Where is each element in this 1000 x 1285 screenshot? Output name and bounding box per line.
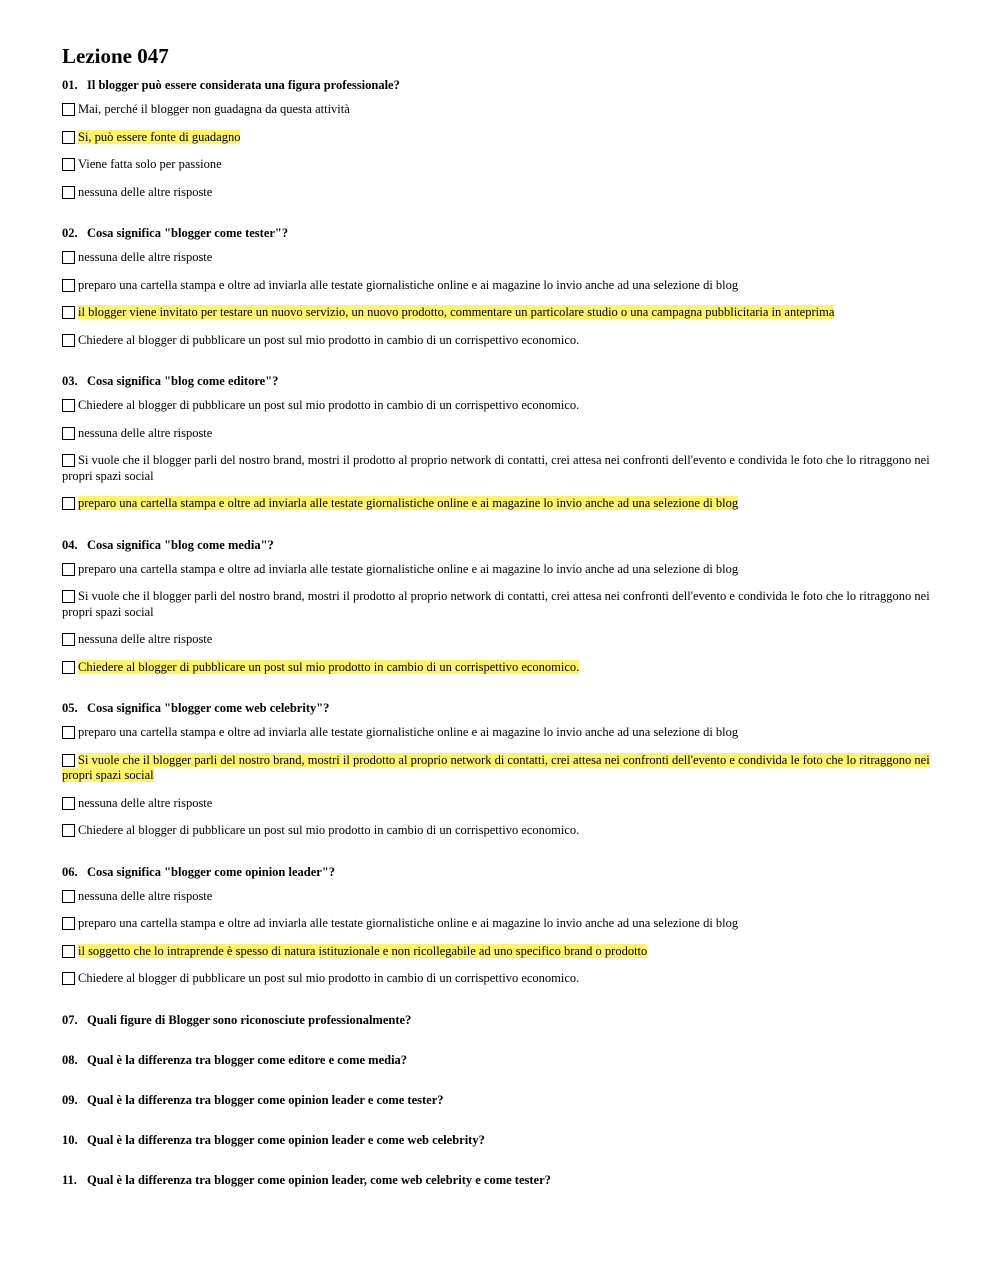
checkbox-icon[interactable] (62, 186, 75, 199)
question-text: Qual è la differenza tra blogger come editore e come media? (87, 1052, 408, 1067)
question-number: 08. (62, 1052, 78, 1067)
answer-option-label: nessuna delle altre risposte (78, 184, 213, 199)
answer-option-label: Viene fatta solo per passione (78, 157, 222, 171)
question-text: Qual è la differenza tra blogger come opinion leader e come web celebrity? (87, 1132, 485, 1147)
answer-option-label: Chiedere al blogger di pubblicare un post sul mio prodotto in cambio di un corrispettivo economico. (78, 332, 580, 347)
question-text: Qual è la differenza tra blogger come opinion leader, come web celebrity e come tester? (87, 1172, 551, 1187)
question-number: 04. (62, 537, 78, 552)
answer-option-label: nessuna delle altre risposte (78, 888, 213, 903)
answer-option-label: nessuna delle altre risposte (78, 632, 213, 646)
answer-option[interactable] (62, 185, 934, 201)
question-text: Cosa significa "blogger come tester"? (87, 226, 289, 240)
question-block (62, 225, 934, 373)
question-block (62, 700, 934, 864)
checkbox-icon[interactable] (62, 427, 75, 440)
question-text: Quali figure di Blogger sono riconosciute professionalmente? (87, 1012, 412, 1027)
answer-option-label: Chiedere al blogger di pubblicare un post sul mio prodotto in cambio di un corrispettivo economico. (78, 823, 580, 837)
question-text: Cosa significa "blog come editore"? (87, 374, 279, 388)
checkbox-icon[interactable] (62, 890, 75, 903)
open-question (62, 1012, 934, 1028)
checkbox-icon[interactable] (62, 454, 75, 467)
checkbox-icon[interactable] (62, 726, 75, 739)
question-number: 11. (62, 1172, 77, 1187)
answer-option-label: il blogger viene invitato per testare un nuovo servizio, un nuovo prodotto, commentare un particolare studio o una campagna pubblicitaria in anteprima (78, 305, 835, 319)
question-title (62, 537, 934, 553)
answer-option-label: Si vuole che il blogger parli del nostro brand, mostri il prodotto al proprio network di contatti, crei attesa nei confronti dell'evento e condivida le foto che lo ritraggono nei propri spazi social (62, 453, 930, 483)
question-title (62, 700, 934, 716)
quiz-questions (62, 77, 934, 1012)
answer-option-label: Chiedere al blogger di pubblicare un post sul mio prodotto in cambio di un corrispettivo economico. (78, 971, 580, 985)
answer-option[interactable] (62, 250, 934, 266)
page-title: Lezione 047 (62, 44, 169, 68)
answer-option-label: Chiedere al blogger di pubblicare un post sul mio prodotto in cambio di un corrispettivo economico. (78, 659, 580, 674)
answer-option[interactable] (62, 796, 934, 812)
answer-option-label: Si vuole che il blogger parli del nostro brand, mostri il prodotto al proprio network di contatti, crei attesa nei confronti dell'evento e condivida le foto che lo ritraggono nei propri spazi social (62, 752, 930, 782)
checkbox-icon[interactable] (62, 563, 75, 576)
question-number: 10. (62, 1132, 78, 1147)
answer-option[interactable] (62, 916, 934, 932)
answer-option-label: Mai, perché il blogger non guadagna da questa attività (78, 102, 350, 116)
question-title (62, 373, 934, 389)
checkbox-icon[interactable] (62, 158, 75, 171)
answer-option[interactable] (62, 102, 934, 118)
open-questions (62, 1012, 934, 1188)
question-text: Cosa significa "blogger come web celebrity"? (87, 701, 330, 715)
checkbox-icon[interactable] (62, 754, 75, 767)
answer-option[interactable] (62, 632, 934, 648)
question-text: Qual è la differenza tra blogger come opinion leader e come tester? (87, 1092, 444, 1107)
checkbox-icon[interactable] (62, 497, 75, 510)
answer-option[interactable] (62, 589, 934, 620)
checkbox-icon[interactable] (62, 334, 75, 347)
checkbox-icon[interactable] (62, 103, 75, 116)
answer-option-label: preparo una cartella stampa e oltre ad inviarla alle testate giornalistiche online e ai magazine lo invio anche ad una selezione di blog (78, 277, 739, 292)
answer-option[interactable] (62, 157, 934, 173)
answer-option[interactable] (62, 971, 934, 987)
answer-option[interactable] (62, 426, 934, 442)
answer-option-label: nessuna delle altre risposte (78, 425, 213, 440)
question-text: Il blogger può essere considerata una figura professionale? (87, 78, 400, 92)
answer-option[interactable] (62, 453, 934, 484)
question-block (62, 864, 934, 1012)
open-question (62, 1092, 934, 1108)
question-number: 06. (62, 864, 78, 879)
checkbox-icon[interactable] (62, 972, 75, 985)
question-number: 07. (62, 1012, 78, 1027)
answer-option[interactable] (62, 725, 934, 741)
answer-option-label: nessuna delle altre risposte (78, 795, 213, 810)
question-text: Cosa significa "blog come media"? (87, 537, 274, 552)
answer-option-label: preparo una cartella stampa e oltre ad inviarla alle testate giornalistiche online e ai magazine lo invio anche ad una selezione di blog (78, 496, 739, 510)
checkbox-icon[interactable] (62, 661, 75, 674)
question-block (62, 373, 934, 537)
answer-option[interactable] (62, 278, 934, 294)
answer-option-label: Chiedere al blogger di pubblicare un post sul mio prodotto in cambio di un corrispettivo economico. (78, 398, 580, 412)
checkbox-icon[interactable] (62, 306, 75, 319)
question-number: 01. (62, 78, 78, 92)
checkbox-icon[interactable] (62, 633, 75, 646)
open-question (62, 1052, 934, 1068)
question-title (62, 225, 934, 241)
checkbox-icon[interactable] (62, 251, 75, 264)
checkbox-icon[interactable] (62, 945, 75, 958)
checkbox-icon[interactable] (62, 917, 75, 930)
checkbox-icon[interactable] (62, 279, 75, 292)
answer-option[interactable] (62, 660, 934, 676)
question-number: 05. (62, 701, 78, 715)
question-number: 02. (62, 226, 78, 240)
question-block (62, 537, 934, 701)
answer-option[interactable] (62, 753, 934, 784)
answer-option[interactable] (62, 305, 934, 321)
checkbox-icon[interactable] (62, 824, 75, 837)
answer-option[interactable] (62, 398, 934, 414)
checkbox-icon[interactable] (62, 797, 75, 810)
answer-option[interactable] (62, 562, 934, 578)
document-page (62, 44, 934, 1212)
question-block (62, 77, 934, 225)
answer-option-label: preparo una cartella stampa e oltre ad inviarla alle testate giornalistiche online e ai magazine lo invio anche ad una selezione di blog (78, 561, 739, 576)
answer-option[interactable] (62, 889, 934, 905)
answer-option[interactable] (62, 333, 934, 349)
question-title (62, 864, 934, 880)
answer-option-label: Si vuole che il blogger parli del nostro brand, mostri il prodotto al proprio network di contatti, crei attesa nei confronti dell'evento e condivida le foto che lo ritraggono nei propri spazi social (62, 589, 930, 619)
answer-option[interactable] (62, 130, 934, 146)
question-title (62, 77, 934, 93)
answer-option-label: il soggetto che lo intraprende è spesso di natura istituzionale e non ricollegabile ad uno specifico brand o prodotto (78, 943, 648, 958)
answer-option[interactable] (62, 496, 934, 512)
open-question (62, 1172, 934, 1188)
checkbox-icon[interactable] (62, 131, 75, 144)
answer-option-label: preparo una cartella stampa e oltre ad inviarla alle testate giornalistiche online e ai magazine lo invio anche ad una selezione di blog (78, 916, 739, 930)
question-number: 09. (62, 1092, 78, 1107)
checkbox-icon[interactable] (62, 399, 75, 412)
answer-option[interactable] (62, 823, 934, 839)
question-text: Cosa significa "blogger come opinion leader"? (87, 864, 336, 879)
answer-option-label: preparo una cartella stampa e oltre ad inviarla alle testate giornalistiche online e ai magazine lo invio anche ad una selezione di blog (78, 725, 739, 739)
answer-option[interactable] (62, 944, 934, 960)
checkbox-icon[interactable] (62, 590, 75, 603)
open-question (62, 1132, 934, 1148)
answer-option-label: Si, può essere fonte di guadagno (78, 129, 241, 144)
answer-option-label: nessuna delle altre risposte (78, 250, 213, 264)
question-number: 03. (62, 374, 78, 388)
